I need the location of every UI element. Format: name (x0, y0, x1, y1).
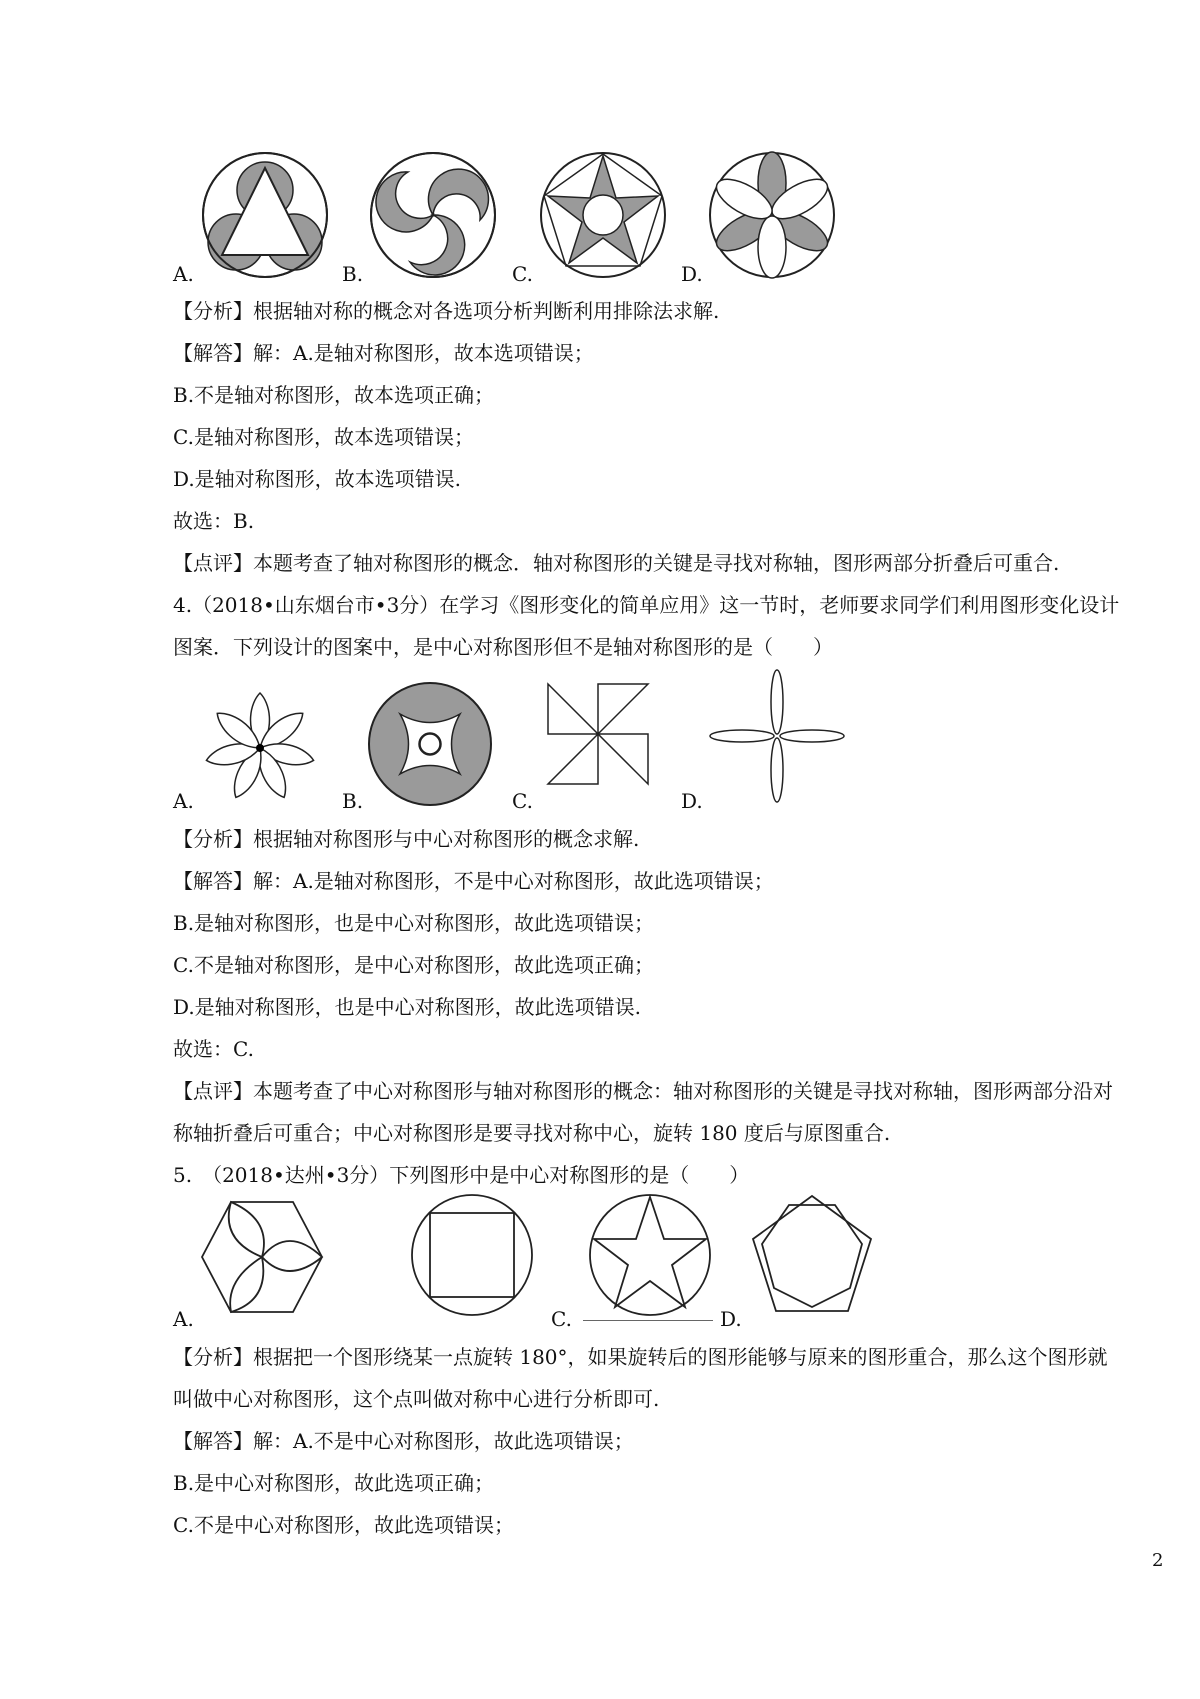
q3-solution-c: C.是轴对称图形，故本选项错误； (173, 425, 474, 449)
q4-figure-a (200, 688, 320, 808)
q5-figure-c (588, 1193, 712, 1317)
q4-figure-b (367, 681, 493, 807)
q5-figure-b (410, 1193, 534, 1317)
q4-analysis: 【分析】根据轴对称图形与中心对称图形的概念求解. (173, 827, 640, 851)
q5-figure-a (200, 1200, 324, 1314)
q3-option-d: D. (681, 262, 703, 286)
q3-analysis: 【分析】根据轴对称的概念对各选项分析判断利用排除法求解. (173, 299, 720, 323)
page-number: 2 (1152, 1550, 1164, 1571)
q5-stem: 5. （2018•达州•3分）下列图形中是中心对称图形的是（ ） (173, 1163, 750, 1187)
q3-figure-c (538, 150, 668, 280)
q3-comment: 【点评】本题考查了轴对称图形的概念．轴对称图形的关键是寻找对称轴，图形两部分折叠后可重合. (173, 551, 1060, 575)
q5-underline (583, 1320, 713, 1321)
q4-solution-c: C.不是轴对称图形，是中心对称图形，故此选项正确； (173, 953, 654, 977)
q4-solution: 【解答】解：A.是轴对称图形，不是中心对称图形，故此选项错误； (173, 869, 774, 893)
q3-option-c: C. (512, 262, 533, 286)
q5-analysis-line-2: 叫做中心对称图形，这个点叫做对称中心进行分析即可. (173, 1387, 660, 1411)
q4-answer: 故选：C. (173, 1037, 254, 1061)
q5-analysis-line-1: 【分析】根据把一个图形绕某一点旋转 180°，如果旋转后的图形能够与原来的图形重合，那么这个图形就 (173, 1345, 1108, 1369)
q5-solution-b: B.是中心对称图形，故此选项正确； (173, 1471, 495, 1495)
q5-solution-c: C.不是中心对称图形，故此选项错误； (173, 1513, 514, 1537)
q4-option-b: B. (342, 789, 364, 813)
q5-option-d: D. (720, 1307, 742, 1331)
q3-solution: 【解答】解：A.是轴对称图形，故本选项错误； (173, 341, 594, 365)
q4-option-c: C. (512, 789, 533, 813)
q5-solution: 【解答】解：A.不是中心对称图形，故此选项错误； (173, 1429, 634, 1453)
q3-solution-b: B.不是轴对称图形，故本选项正确； (173, 383, 495, 407)
q3-figure-b (368, 150, 498, 280)
q4-figure-c (545, 681, 651, 787)
q4-option-a: A. (173, 789, 194, 813)
q4-solution-b: B.是轴对称图形，也是中心对称图形，故此选项错误； (173, 911, 655, 935)
q4-option-d: D. (681, 789, 703, 813)
q5-option-a: A. (173, 1307, 194, 1331)
q4-figure-d (707, 668, 847, 804)
q4-stem-line-1: 4.（2018•山东烟台市•3分）在学习《图形变化的简单应用》这一节时，老师要求同学们利用图形变化设计 (173, 593, 1120, 617)
q3-option-a: A. (173, 262, 194, 286)
q4-comment-line-2: 称轴折叠后可重合；中心对称图形是要寻找对称中心，旋转 180 度后与原图重合. (173, 1121, 891, 1145)
q3-solution-d: D.是轴对称图形，故本选项错误. (173, 467, 462, 491)
q3-figure-d (707, 150, 837, 280)
q3-option-b: B. (342, 262, 364, 286)
q5-figure-d (750, 1193, 874, 1317)
q3-figure-a (200, 150, 330, 280)
q4-solution-d: D.是轴对称图形，也是中心对称图形，故此选项错误. (173, 995, 642, 1019)
q4-stem-line-2: 图案．下列设计的图案中，是中心对称图形但不是轴对称图形的是（ ） (173, 635, 833, 659)
q4-comment-line-1: 【点评】本题考查了中心对称图形与轴对称图形的概念：轴对称图形的关键是寻找对称轴，图形两部分沿对 (173, 1079, 1113, 1103)
q5-option-c: C. (551, 1307, 572, 1331)
q3-answer: 故选：B. (173, 509, 255, 533)
